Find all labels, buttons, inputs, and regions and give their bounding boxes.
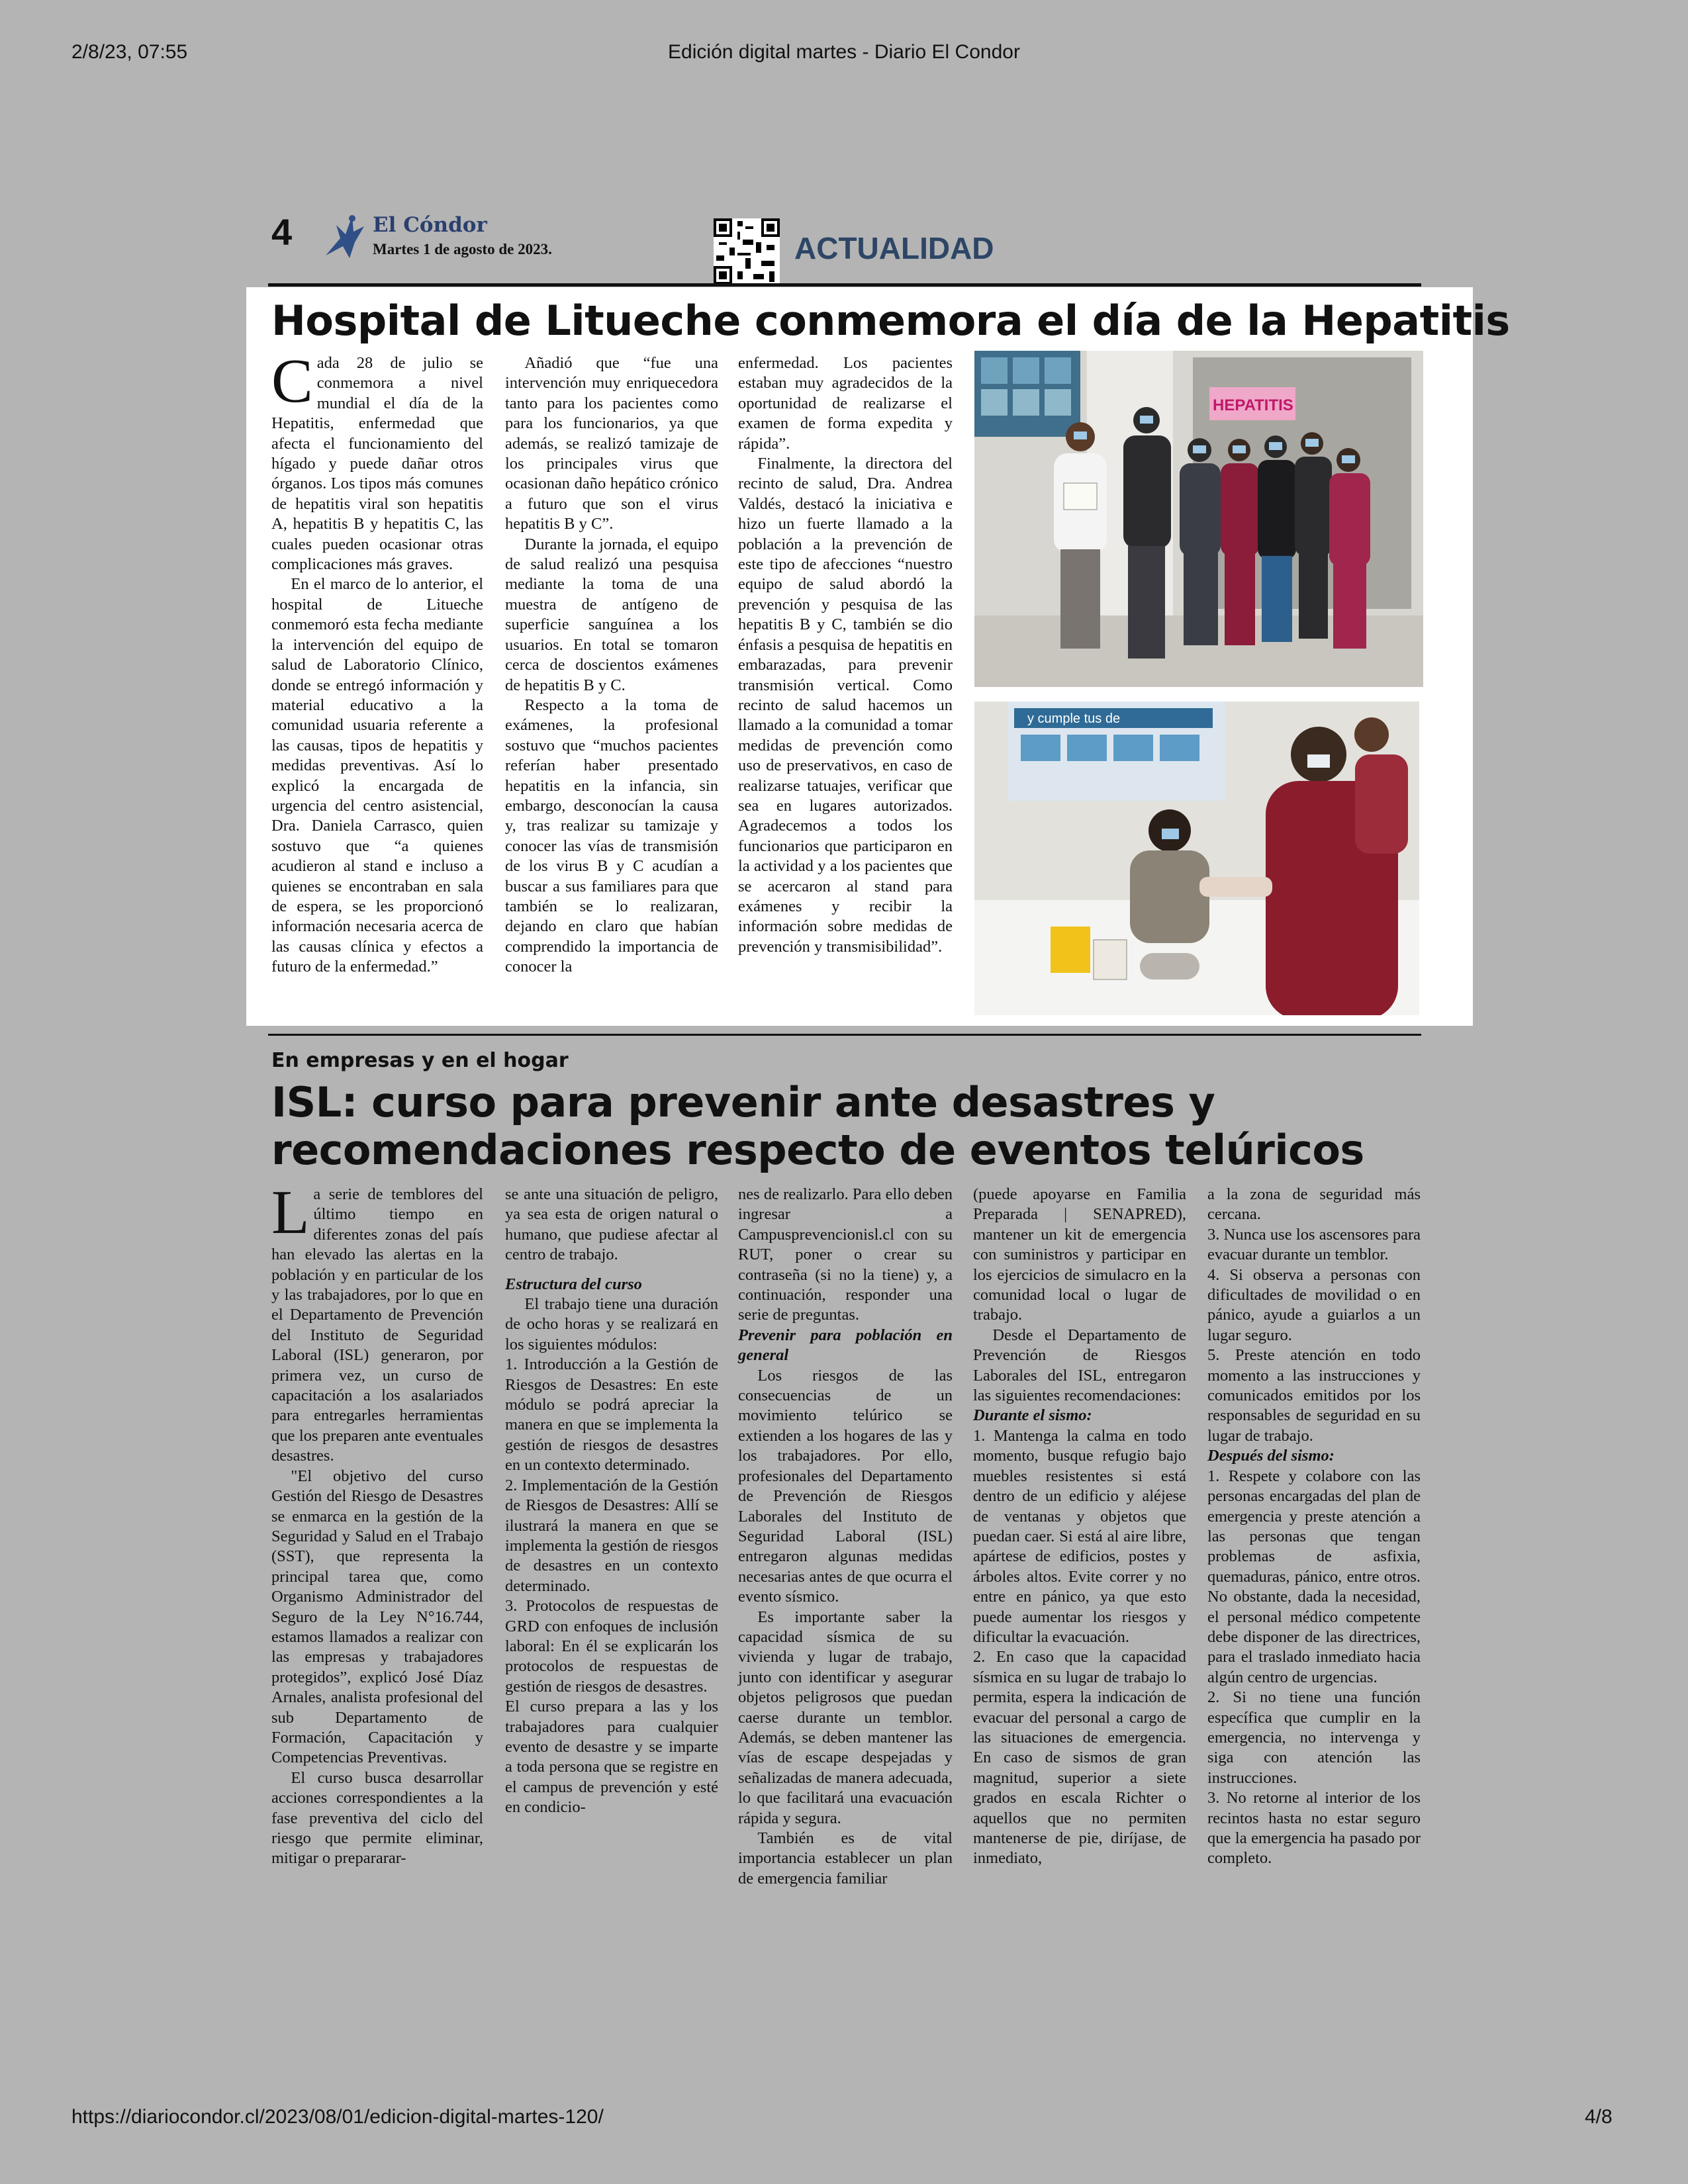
- print-page-count: 4/8: [1585, 2106, 1613, 2128]
- article-hepatitis-col3: enfermedad. Los pacientes estaban muy agradecidos de la oportunidad de realizarse el examen de forma expedita y rápida”. Finalmente, la directora del recinto de salud, Dra. Andrea Valdés, destacó la iniciativa e hizo un fuerte llamado a la población a la prevención de este tipo de afecciones “nuestro equipo de salud abordó la prevención y pesquisa de las hepatitis B y C, también se dio énfasis a pesquisa de hepatitis en embarazadas, para prevenir transmisión vertical. Como recinto de salud hacemos un llamado a la comunidad a tomar medidas de prevención como uso de preservativos, en caso de realizarse tatuajes, verificar que sea en lugares autorizados. Agradecemos a todos los funcionarios que participaron en la actividad y a los pacientes que se acercaron al stand para exámenes y recibir la información sobre medidas de prevención y transmisibilidad”.: [738, 354, 953, 956]
- article-isl-col3: nes de realizarlo. Para ello deben ingresar a Campusprevencionisl.cl con su RUT, poner o crear su contraseña (si no la tiene) y, a continuación, responder una serie de preguntas. Prevenir para población en general Los riesgos de las consecuencias de un movimiento telúrico se extienden a los hogares de las y los trabajadores. Por ello, profesionales del Departamento de Prevención de Riesgos Laborales del Instituto de Seguridad Laboral (ISL) entregaron algunas medidas necesarias antes de que ocurra el evento sísmico. Es importante saber la capacidad sísmica de su vivienda y lugar de trabajo, junto con identificar y asegurar objetos peligrosos que puedan caerse durante un temblor. Además, se deben mantener las vías de escape despejadas y señalizadas de manera adecuada, lo que facilitará una evacuación rápida y segura. También es de vital importancia establecer un plan de emergencia familiar: [738, 1185, 953, 1888]
- poster-text: y cumple tus de: [1027, 711, 1121, 726]
- hepatitis-sign: HEPATITIS: [1213, 396, 1293, 414]
- print-title: Edición digital martes - Diario El Condor: [668, 41, 1020, 63]
- photo-hospital-staff: [974, 351, 1423, 687]
- article-isl-col5: a la zona de seguridad más cercana. 3. Nunca use los ascensores para evacuar durante un temblor. 4. Si observa a personas con dificultades de movilidad o en pánico, ayude a guiarlos a un lugar seguro. 5. Preste atención en todo momento a las instrucciones y comunicados emitidos por los responsables de seguridad en su lugar de trabajo. Después del sismo: 1. Respete y colabore con las personas encargadas del plan de emergencia y preste atención a las personas que tengan problemas de asfixia, quemaduras, pánico, entre otros. No obstante, dada la necesidad, el personal médico competente debe disponer de las directrices, para el traslado inmediato hacia algún centro de urgencias. 2. Si no tiene una función específica que cumplir en la emergencia, no intervenga y siga con atención las instrucciones. 3. No retorne al interior de los recintos hasta no estar seguro que la emergencia ha pasado por completo.: [1207, 1185, 1421, 1868]
- article-isl-col4: (puede apoyarse en Familia Preparada | SENAPRED), mantener un kit de emergencia con suministros y participar en los ejercicios de simulacro en la comunidad local o lugar de trabajo. Desde el Departamento de Prevención de Riesgos Laborales del ISL, entregaron las siguientes recomendaciones: Durante el sismo: 1. Mantenga la calma en todo momento, busque refugio bajo muebles resistentes si está dentro de un edificio y aléjese de ventanas y objetos que puedan caer. Si está al aire libre, apártese de edificios, postes y árboles altos. Evite correr y no entre en pánico, ya que esto puede aumentar los riesgos y dificultar la evacuación. 2. En caso que la capacidad sísmica en su lugar de trabajo lo permita, espera la indicación de evacuar del personal a cargo de las situaciones de emergencia. En caso de sismos de gran magnitud, superior a siete grados en escala Richter o aquellos que no permiten mantenerse de pie, diríjase, de inmediato,: [973, 1185, 1186, 1868]
- print-datetime: 2/8/23, 07:55: [71, 41, 188, 63]
- edition-date: Martes 1 de agosto de 2023.: [373, 241, 552, 257]
- article-isl-col2: se ante una situación de peligro, ya sea esta de origen natural o humano, que pudiese afectar al centro de trabajo. Estructura del curso El trabajo tiene una duración de ocho horas y se realizará en los siguientes módulos: 1. Introducción a la Gestión de Riesgos de Desastres: En este módulo se podrá apreciar la manera en que se implementa la gestión de riesgos de desastres en un contexto determinado. 2. Implementación de la Gestión de Riesgos de Desastres: Allí se ilustrará la manera en que se implementa la gestión de riesgos de desastres en un contexto determinado. 3. Protocolos de respuestas de GRD con enfoques de inclusión laboral: En él se explicarán los protocolos de respuestas de gestión de riesgos de desastres. El curso prepara a las y los trabajadores para cualquier evento de desastre y se imparte a toda persona que se registre en el campus de prevención y esté en condicio-: [505, 1185, 718, 1817]
- article-hepatitis-col1: Cada 28 de julio se conmemora a nivel mundial el día de la Hepatitis, enfermedad que afecta el funcionamiento del hígado y puede dañar otros órganos. Los tipos más comunes de hepatitis viral son hepatitis A, hepatitis B y hepatitis C, las cuales pueden ocasionar otras complicaciones más graves. En el marco de lo anterior, el hospital de Litueche conmemoró esta fecha mediante la intervención del equipo de salud de Laboratorio Clínico, donde se entregó información y material educativo a la comunidad usuaria referente a las causas, tipos de hepatitis y medidas preventivas. Así lo explicó la encargada de urgencia del centro asistencial, Dra. Daniela Carrasco, quien sostuvo que “a quienes acudieron al stand e incluso a quienes se encontraban en sala de espera, se les proporcionó información necesaria acerca de las causas clínica y efectos a futuro de la enfermedad.”: [271, 347, 483, 976]
- drop-cap: C: [271, 347, 313, 416]
- article-hepatitis-headline: Hospital de Litueche conmemora el día de la Hepatitis: [271, 296, 1510, 345]
- article-divider: [268, 1034, 1421, 1036]
- print-url[interactable]: https://diariocondor.cl/2023/08/01/edicion-digital-martes-120/: [71, 2106, 604, 2128]
- photo-blood-test: [974, 702, 1419, 1015]
- qr-code-icon: [714, 218, 780, 285]
- page-number: 4: [271, 211, 293, 253]
- drop-cap-l: L: [271, 1178, 310, 1247]
- article-hepatitis-col2: Añadió que “fue una intervención muy enriquecedora tanto para los pacientes como para los funcionarios, ya que además, se realizó tamizaje de los principales virus que ocasionan daño hepático crónico a futuro que son el virus hepatitis B y C”. Durante la jornada, el equipo de salud realizó una pesquisa mediante la toma de una muestra de antígeno de superficie sanguínea a los usuarios. En total se tomaron cerca de doscientos exámenes de hepatitis B y C. Respecto a la toma de exámenes, la profesional sostuvo que “muchos pacientes referían haber presentado hepatitis en la infancia, sin embargo, desconocían la causa y, tras realizar su tamizaje y conocer las vías de transmisión de los virus B y C acudían a buscar a sus familiares para que también se lo realizaran, dejando en claro que habían comprendido la importancia de conocer la: [505, 354, 718, 976]
- article-isl-kicker: En empresas y en el hogar: [271, 1049, 569, 1072]
- condor-bird-icon: [323, 212, 367, 262]
- masthead-rule: [268, 283, 1421, 287]
- article-isl-headline: ISL: curso para prevenir ante desastres y recomendaciones respecto de eventos telúricos: [271, 1078, 1364, 1174]
- section-label: ACTUALIDAD: [794, 231, 994, 265]
- newspaper-name: El Cóndor: [373, 213, 487, 237]
- article-isl-col1: La serie de temblores del último tiempo en diferentes zonas del país han elevado las alertas en la población y en particular de los y las trabajadores, por lo que en el Departamento de Prevención del Instituto de Seguridad Laboral (ISL) generaron, por primera vez, un curso de capacitación a los asalariados para entregarles herramientas que los preparen ante eventuales desastres. "El objetivo del curso Gestión del Riesgo de Desastres se enmarca en la gestión de la Seguridad y Salud en el Trabajo (SST), que representa la principal tarea que, como Organismo Administrador del Seguro de la Ley N°16.744, estamos llamados a realizar con las empresas y trabajadores protegidos”, explicó José Díaz Arnales, analista profesional del sub Departamento de Formación, Capacitación y Competencias Preventivas. El curso busca desarrollar acciones correspondientes a la fase preventiva del ciclo del riesgo que permite eliminar, mitigar o prepararar-: [271, 1178, 483, 1868]
